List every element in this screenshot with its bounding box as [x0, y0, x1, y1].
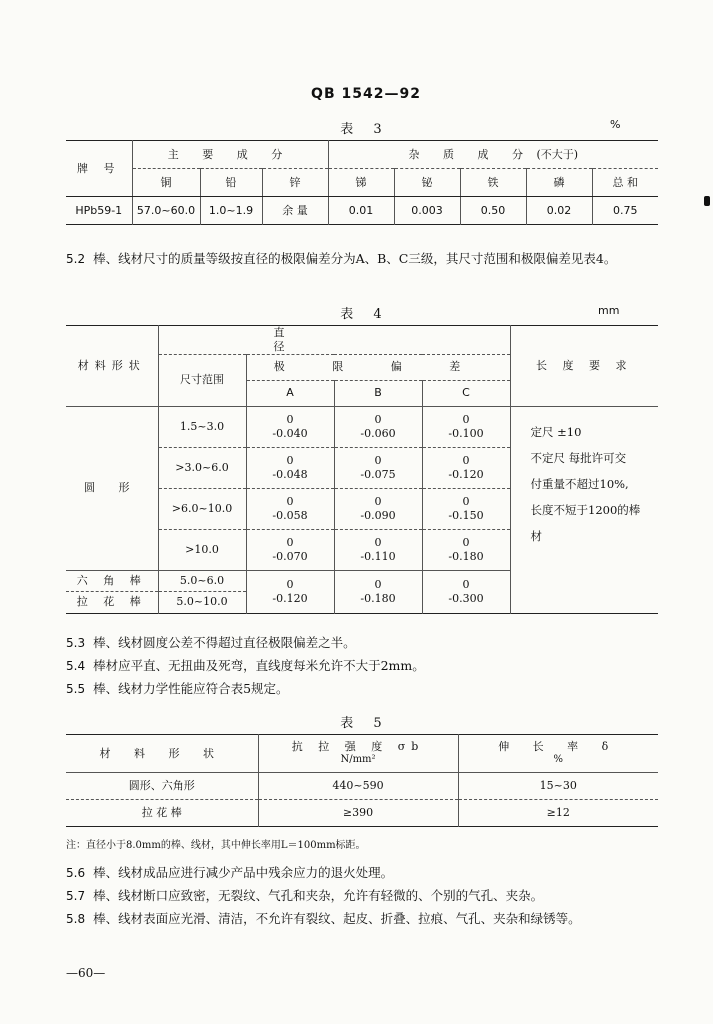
diameter-header: 直 径 — [158, 326, 510, 355]
table-5 — [66, 734, 658, 827]
tensile-header: 抗 拉 强 度 σb N/mm² — [258, 735, 458, 773]
table-3 — [66, 140, 658, 225]
tolerance-cell: 0 -0.110 — [334, 529, 422, 570]
paragraph-5-5: 5.5 棒、线材力学性能应符合表5规定。 — [66, 681, 289, 696]
paragraph-5-6: 5.6 棒、线材成品应进行减少产品中残余应力的退火处理。 — [66, 865, 394, 880]
table-cell: 15~30 — [458, 773, 658, 800]
tolerance-cell: 0 -0.075 — [334, 447, 422, 488]
grade-b-header: B — [334, 380, 422, 406]
table-cell: 57.0~60.0 — [132, 197, 200, 225]
grade-a-header: A — [246, 380, 334, 406]
shape-hex: 六 角 棒 — [66, 570, 158, 591]
table5-note: 注：直径小于8.0mm的棒、线材，其中伸长率用L＝100mm标距。 — [66, 840, 366, 851]
range-cell: 1.5~3.0 — [158, 406, 246, 447]
standard-code: QB 1542—92 — [311, 86, 421, 102]
table-cell: ≥390 — [258, 800, 458, 827]
paragraph-5-7: 5.7 棒、线材断口应致密，无裂纹、气孔和夹杂，允许有轻微的、个别的气孔、夹杂。 — [66, 888, 544, 903]
table-cell: 1.0~1.9 — [200, 197, 262, 225]
table-cell: 0.01 — [328, 197, 394, 225]
impurities-header: 杂 质 成 分 (不大于) — [328, 141, 658, 169]
table-cell: 0.75 — [592, 197, 658, 225]
table3-caption: 表 3 — [340, 122, 390, 137]
table-cell: 0.02 — [526, 197, 592, 225]
table-cell: 圆形、六角形 — [66, 773, 258, 800]
tolerance-cell: 0 -0.060 — [334, 406, 422, 447]
col-total: 总 和 — [592, 169, 658, 197]
shape-header: 材料形状 — [66, 326, 158, 407]
shape-round: 圆 形 — [66, 406, 158, 570]
tolerance-cell: 0 -0.120 — [422, 447, 510, 488]
paragraph-5-3: 5.3 棒、线材圆度公差不得超过直径极限偏差之半。 — [66, 635, 356, 650]
col-iron: 铁 — [460, 169, 526, 197]
range-cell: 5.0~6.0 — [158, 570, 246, 591]
shape-twist: 拉 花 棒 — [76, 595, 147, 609]
tolerance-cell: 0 -0.300 — [422, 570, 510, 613]
table4-caption: 表 4 — [340, 307, 390, 322]
paragraph-5-2: 5.2 棒、线材尺寸的质量等级按直径的极限偏差分为A、B、C三级，其尺寸范围和极限偏差见表4。 — [66, 251, 617, 266]
table-cell: HPb59-1 — [75, 203, 123, 217]
tolerance-cell: 0 -0.058 — [246, 488, 334, 529]
tolerance-cell: 0 -0.070 — [246, 529, 334, 570]
col-phosphorus: 磷 — [526, 169, 592, 197]
table-cell: 0.003 — [394, 197, 460, 225]
col-lead: 铅 — [200, 169, 262, 197]
table3-unit: % — [610, 118, 621, 131]
deviation-header: 极 限 偏 差 — [246, 354, 510, 380]
tolerance-cell: 0 -0.100 — [422, 406, 510, 447]
elongation-header: 伸 长 率 δ % — [458, 735, 658, 773]
table-4 — [66, 325, 658, 614]
table-cell: 0.50 — [460, 197, 526, 225]
table5-caption: 表 5 — [340, 716, 390, 731]
tolerance-cell: 0 -0.180 — [422, 529, 510, 570]
col-zinc: 锌 — [262, 169, 328, 197]
table4-unit: mm — [598, 304, 620, 317]
range-header: 尺寸范围 — [158, 354, 246, 406]
table-cell: 440~590 — [258, 773, 458, 800]
tolerance-cell: 0 -0.150 — [422, 488, 510, 529]
grade-header: 牌 号 — [66, 141, 132, 197]
paragraph-5-8: 5.8 棒、线材表面应光滑、清洁，不允许有裂纹、起皮、折叠、拉痕、气孔、夹杂和绿锈等。 — [66, 911, 581, 926]
main-components-header: 主 要 成 分 — [132, 141, 328, 169]
tolerance-cell: 0 -0.180 — [334, 570, 422, 613]
tolerance-cell: 0 -0.090 — [334, 488, 422, 529]
tolerance-cell: 0 -0.120 — [246, 570, 334, 613]
page-number: —60— — [66, 966, 106, 980]
col-bismuth: 铋 — [394, 169, 460, 197]
length-requirements: 定尺 ±10 不定尺 每批许可交 付重量不超过10%, 长度不短于1200的棒 材 — [510, 406, 658, 613]
grade-c-header: C — [422, 380, 510, 406]
length-header: 长 度 要 求 — [510, 326, 658, 407]
shape-header: 材 料 形 状 — [66, 735, 258, 773]
tolerance-cell: 0 -0.048 — [246, 447, 334, 488]
table-cell: 余 量 — [262, 197, 328, 225]
paragraph-5-4: 5.4 棒材应平直、无扭曲及死弯，直线度每米允许不大于2mm。 — [66, 658, 425, 673]
range-cell: >3.0~6.0 — [158, 447, 246, 488]
scan-mark — [704, 196, 710, 206]
table-cell: 拉 花 棒 — [141, 806, 182, 820]
range-cell: >6.0~10.0 — [158, 488, 246, 529]
range-cell: 5.0~10.0 — [158, 591, 246, 613]
col-antimony: 锑 — [328, 169, 394, 197]
table-cell: ≥12 — [458, 800, 658, 827]
col-copper: 铜 — [132, 169, 200, 197]
range-cell: >10.0 — [158, 529, 246, 570]
impurity-note: (不大于) — [536, 147, 579, 161]
tolerance-cell: 0 -0.040 — [246, 406, 334, 447]
